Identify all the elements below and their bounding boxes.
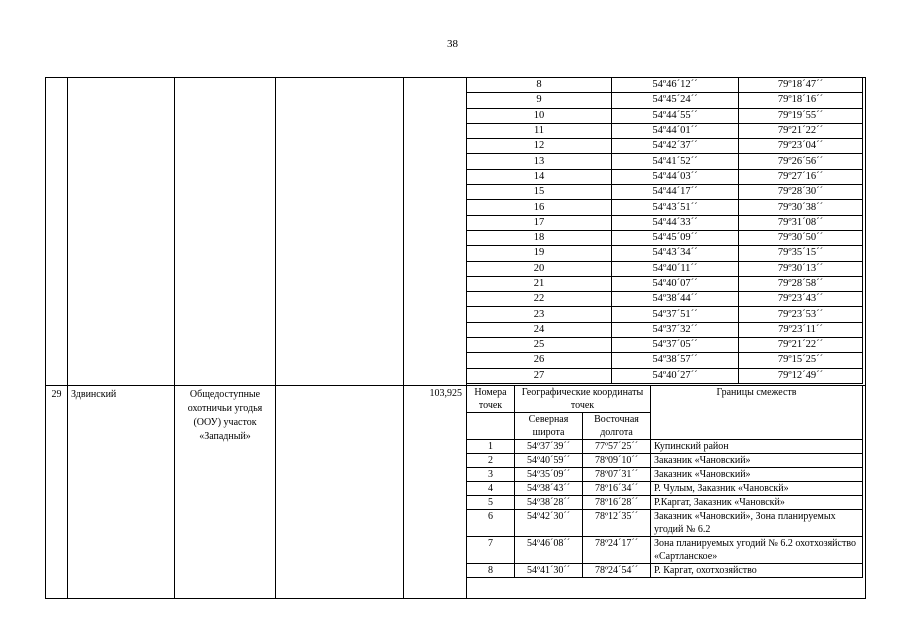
cell-area <box>404 78 467 386</box>
longitude-cell: 79º15´25´´ <box>739 353 863 368</box>
border-cell: Заказник «Чановский» <box>651 454 863 468</box>
point-number: 20 <box>467 261 612 276</box>
table-row <box>467 468 863 482</box>
table-row <box>467 537 863 564</box>
longitude-cell: 79º30´50´´ <box>739 230 863 245</box>
longitude-cell: 78º09´10´´ <box>583 454 651 468</box>
point-number: 5 <box>467 496 515 510</box>
latitude-cell: 54º44´17´´ <box>612 185 739 200</box>
latitude-cell: 54º43´34´´ <box>612 246 739 261</box>
latitude-cell: 54º44´03´´ <box>612 169 739 184</box>
table-row <box>467 93 863 108</box>
table-row <box>467 338 863 353</box>
latitude-cell: 54º37´05´´ <box>612 338 739 353</box>
table-row <box>467 139 863 154</box>
longitude-cell: 78º12´35´´ <box>583 510 651 537</box>
longitude-cell: 79º28´30´´ <box>739 185 863 200</box>
point-number: 16 <box>467 200 612 215</box>
latitude-cell: 54º44´33´´ <box>612 215 739 230</box>
point-number: 12 <box>467 139 612 154</box>
point-number: 23 <box>467 307 612 322</box>
latitude-cell: 54º43´51´´ <box>612 200 739 215</box>
point-number: 21 <box>467 276 612 291</box>
table-row <box>467 440 863 454</box>
point-number: 3 <box>467 468 515 482</box>
row29-empty <box>276 386 404 599</box>
point-number: 25 <box>467 338 612 353</box>
header-borders: Границы смежеств <box>651 386 863 440</box>
header-points-blank <box>467 413 515 440</box>
table-row <box>467 454 863 468</box>
latitude-cell: 54º40´27´´ <box>612 368 739 383</box>
longitude-cell: 79º21´22´´ <box>739 338 863 353</box>
coordinates-table-bottom <box>466 385 863 578</box>
table-row <box>467 154 863 169</box>
cell-district <box>68 78 175 386</box>
table-row <box>467 292 863 307</box>
border-cell: Купинский район <box>651 440 863 454</box>
point-number: 22 <box>467 292 612 307</box>
point-number: 9 <box>467 93 612 108</box>
table-row <box>467 496 863 510</box>
longitude-cell: 77º57´25´´ <box>583 440 651 454</box>
latitude-cell: 54º46´12´´ <box>612 78 739 93</box>
longitude-cell: 78º07´31´´ <box>583 468 651 482</box>
row29-area: 103,925 <box>404 386 467 599</box>
latitude-cell: 54º40´07´´ <box>612 276 739 291</box>
table-row <box>467 108 863 123</box>
table-row <box>467 200 863 215</box>
table-row <box>467 230 863 245</box>
table-row <box>467 169 863 184</box>
table-row <box>467 322 863 337</box>
point-number: 4 <box>467 482 515 496</box>
table-row <box>467 185 863 200</box>
point-number: 11 <box>467 123 612 138</box>
point-number: 26 <box>467 353 612 368</box>
longitude-cell: 79º31´08´´ <box>739 215 863 230</box>
point-number: 8 <box>467 78 612 93</box>
latitude-cell: 54º40´11´´ <box>612 261 739 276</box>
longitude-cell: 79º18´16´´ <box>739 93 863 108</box>
latitude-cell: 54º46´08´´ <box>515 537 583 564</box>
border-cell: Зона планируемых угодий № 6.2 охотхозяйство «Сартланское» <box>651 537 863 564</box>
longitude-cell: 79º30´38´´ <box>739 200 863 215</box>
longitude-cell: 78º16´28´´ <box>583 496 651 510</box>
table-row <box>467 307 863 322</box>
latitude-cell: 54º37´51´´ <box>612 307 739 322</box>
header-geo: Географические координаты точек <box>515 386 651 413</box>
point-number: 14 <box>467 169 612 184</box>
table-header-row <box>467 386 863 413</box>
table-row <box>467 368 863 383</box>
row29-district: Здвинский <box>68 386 175 599</box>
longitude-cell: 79º12´49´´ <box>739 368 863 383</box>
header-points: Номера точек <box>467 386 515 413</box>
table-row <box>467 510 863 537</box>
table-row <box>467 564 863 578</box>
latitude-cell: 54º41´52´´ <box>612 154 739 169</box>
point-number: 10 <box>467 108 612 123</box>
row29-number: 29 <box>46 386 68 599</box>
latitude-cell: 54º41´30´´ <box>515 564 583 578</box>
longitude-cell: 79º23´43´´ <box>739 292 863 307</box>
longitude-cell: 79º27´16´´ <box>739 169 863 184</box>
point-number: 8 <box>467 564 515 578</box>
point-number: 6 <box>467 510 515 537</box>
latitude-cell: 54º40´59´´ <box>515 454 583 468</box>
border-cell: Р. Чулым, Заказник «Чановскй» <box>651 482 863 496</box>
table-row <box>467 261 863 276</box>
longitude-cell: 79º19´55´´ <box>739 108 863 123</box>
table-row <box>467 353 863 368</box>
longitude-cell: 79º28´58´´ <box>739 276 863 291</box>
point-number: 19 <box>467 246 612 261</box>
latitude-cell: 54º38´43´´ <box>515 482 583 496</box>
point-number: 2 <box>467 454 515 468</box>
longitude-cell: 79º23´11´´ <box>739 322 863 337</box>
cell-number <box>46 78 68 386</box>
longitude-cell: 79º35´15´´ <box>739 246 863 261</box>
table-row <box>467 78 863 93</box>
table-row <box>467 246 863 261</box>
point-number: 24 <box>467 322 612 337</box>
border-cell: Заказник «Чановский», Зона планируемых угодий № 6.2 <box>651 510 863 537</box>
cell-empty <box>276 78 404 386</box>
latitude-cell: 54º42´37´´ <box>612 139 739 154</box>
longitude-cell: 78º24´54´´ <box>583 564 651 578</box>
cell-name <box>175 78 276 386</box>
row29-name: Общедоступные охотничьи угодья (ООУ) участок «Западный» <box>175 386 276 599</box>
latitude-cell: 54º38´57´´ <box>612 353 739 368</box>
table-row <box>467 276 863 291</box>
latitude-cell: 54º35´09´´ <box>515 468 583 482</box>
longitude-cell: 78º16´34´´ <box>583 482 651 496</box>
longitude-cell: 78º24´17´´ <box>583 537 651 564</box>
longitude-cell: 79º21´22´´ <box>739 123 863 138</box>
latitude-cell: 54º45´09´´ <box>612 230 739 245</box>
border-cell: Р.Каргат, Заказник «Чановскй» <box>651 496 863 510</box>
point-number: 18 <box>467 230 612 245</box>
latitude-cell: 54º37´32´´ <box>612 322 739 337</box>
longitude-cell: 79º23´04´´ <box>739 139 863 154</box>
longitude-cell: 79º26´56´´ <box>739 154 863 169</box>
point-number: 27 <box>467 368 612 383</box>
table-row <box>467 482 863 496</box>
table-row <box>467 123 863 138</box>
point-number: 17 <box>467 215 612 230</box>
header-lat: Северная широта <box>515 413 583 440</box>
longitude-cell: 79º18´47´´ <box>739 78 863 93</box>
latitude-cell: 54º37´39´´ <box>515 440 583 454</box>
latitude-cell: 54º45´24´´ <box>612 93 739 108</box>
latitude-cell: 54º38´28´´ <box>515 496 583 510</box>
page-number: 38 <box>447 38 458 50</box>
border-cell: Заказник «Чановский» <box>651 468 863 482</box>
longitude-cell: 79º30´13´´ <box>739 261 863 276</box>
latitude-cell: 54º44´55´´ <box>612 108 739 123</box>
latitude-cell: 54º44´01´´ <box>612 123 739 138</box>
latitude-cell: 54º38´44´´ <box>612 292 739 307</box>
table-row <box>467 215 863 230</box>
longitude-cell: 79º23´53´´ <box>739 307 863 322</box>
latitude-cell: 54º42´30´´ <box>515 510 583 537</box>
point-number: 13 <box>467 154 612 169</box>
point-number: 1 <box>467 440 515 454</box>
coordinates-table-top <box>466 77 863 384</box>
point-number: 15 <box>467 185 612 200</box>
header-lon: Восточная долгота <box>583 413 651 440</box>
point-number: 7 <box>467 537 515 564</box>
border-cell: Р. Каргат, охотхозяйство <box>651 564 863 578</box>
